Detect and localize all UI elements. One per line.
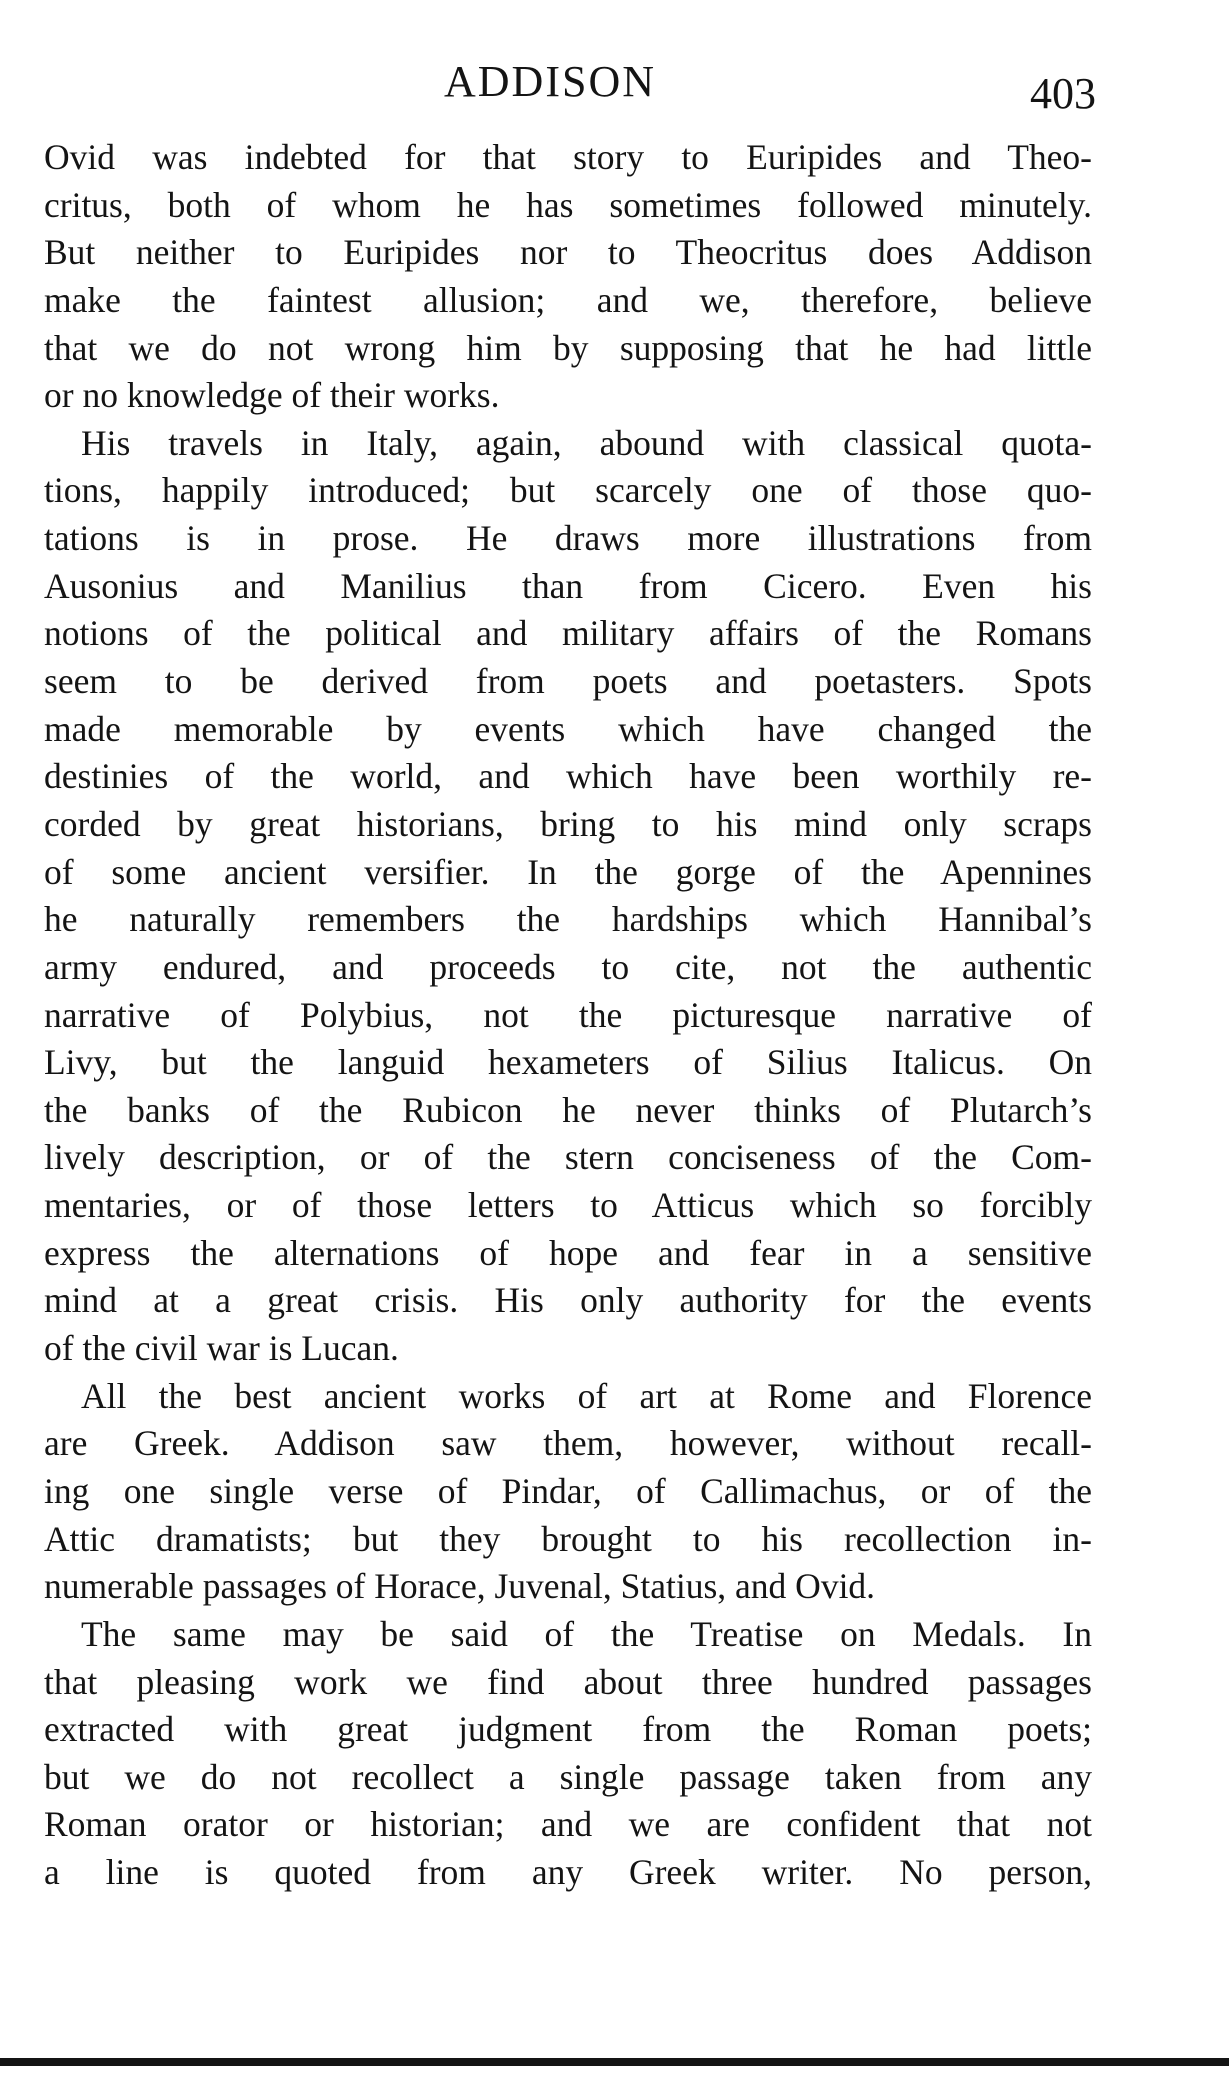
- text-line: a line is quoted from any Greek writer. No person,: [44, 1852, 1092, 1893]
- text-line: tations is in prose. He draws more illustrations from: [44, 518, 1092, 559]
- text-line: Roman orator or historian; and we are confident that not: [44, 1804, 1092, 1845]
- text-line: that we do not wrong him by supposing that he had little: [44, 327, 1092, 368]
- paragraph: [44, 1373, 1092, 1611]
- page-number: 403: [1030, 69, 1096, 118]
- paragraph: [44, 1611, 1092, 1897]
- text-line: ing one single verse of Pindar, of Callimachus, or of the: [44, 1470, 1092, 1511]
- text-line: seem to be derived from poets and poetasters. Spots: [44, 661, 1092, 702]
- text-line: or no knowledge of their works.: [44, 375, 500, 416]
- text-line: army endured, and proceeds to cite, not the authentic: [44, 946, 1092, 987]
- text-line: destinies of the world, and which have been worthily re-: [44, 756, 1092, 797]
- text-line: The same may be said of the Treatise on Medals. In: [81, 1613, 1092, 1654]
- running-head: ADDISON: [444, 57, 656, 106]
- text-line: made memorable by events which have changed the: [44, 708, 1092, 749]
- page-header: [0, 52, 1229, 118]
- paragraph: [44, 134, 1092, 420]
- body-text: [44, 134, 1092, 1897]
- text-line: of some ancient versifier. In the gorge of the Apennines: [44, 851, 1092, 892]
- text-line: mentaries, or of those letters to Atticus which so forcibly: [44, 1185, 1092, 1226]
- text-line: Attic dramatists; but they brought to his recollection in-: [44, 1518, 1092, 1559]
- text-line: narrative of Polybius, not the picturesque narrative of: [44, 994, 1092, 1035]
- text-line: critus, both of whom he has sometimes followed minutely.: [44, 184, 1092, 225]
- text-line: But neither to Euripides nor to Theocritus does Addison: [44, 232, 1092, 273]
- text-line: Livy, but the languid hexameters of Silius Italicus. On: [44, 1042, 1092, 1083]
- text-line: Ovid was indebted for that story to Euripides and Theo-: [44, 137, 1092, 177]
- text-line: that pleasing work we find about three hundred passages: [44, 1661, 1092, 1702]
- text-line: His travels in Italy, again, abound with classical quota-: [81, 422, 1092, 463]
- text-line: All the best ancient works of art at Rome and Florence: [81, 1375, 1092, 1416]
- text-line: express the alternations of hope and fear in a sensitive: [44, 1232, 1092, 1273]
- text-line: corded by great historians, bring to his mind only scraps: [44, 803, 1092, 844]
- text-line: tions, happily introduced; but scarcely one of those quo-: [44, 470, 1092, 511]
- text-line: but we do not recollect a single passage taken from any: [44, 1756, 1092, 1797]
- text-line: he naturally remembers the hardships which Hannibal’s: [44, 899, 1092, 940]
- text-line: are Greek. Addison saw them, however, without recall-: [44, 1423, 1092, 1464]
- text-line: lively description, or of the stern conciseness of the Com-: [44, 1137, 1092, 1178]
- text-line: Ausonius and Manilius than from Cicero. Even his: [44, 565, 1092, 606]
- text-line: numerable passages of Horace, Juvenal, Statius, and Ovid.: [44, 1566, 876, 1607]
- text-line: notions of the political and military affairs of the Romans: [44, 613, 1092, 654]
- text-line: make the faintest allusion; and we, therefore, believe: [44, 279, 1092, 320]
- text-line: extracted with great judgment from the Roman poets;: [44, 1709, 1092, 1750]
- text-line: the banks of the Rubicon he never thinks of Plutarch’s: [44, 1089, 1092, 1130]
- bottom-rule: [0, 2058, 1229, 2066]
- text-line: mind at a great crisis. His only authority for the events: [44, 1280, 1092, 1321]
- text-line: of the civil war is Lucan.: [44, 1328, 399, 1369]
- paragraph: [44, 420, 1092, 1373]
